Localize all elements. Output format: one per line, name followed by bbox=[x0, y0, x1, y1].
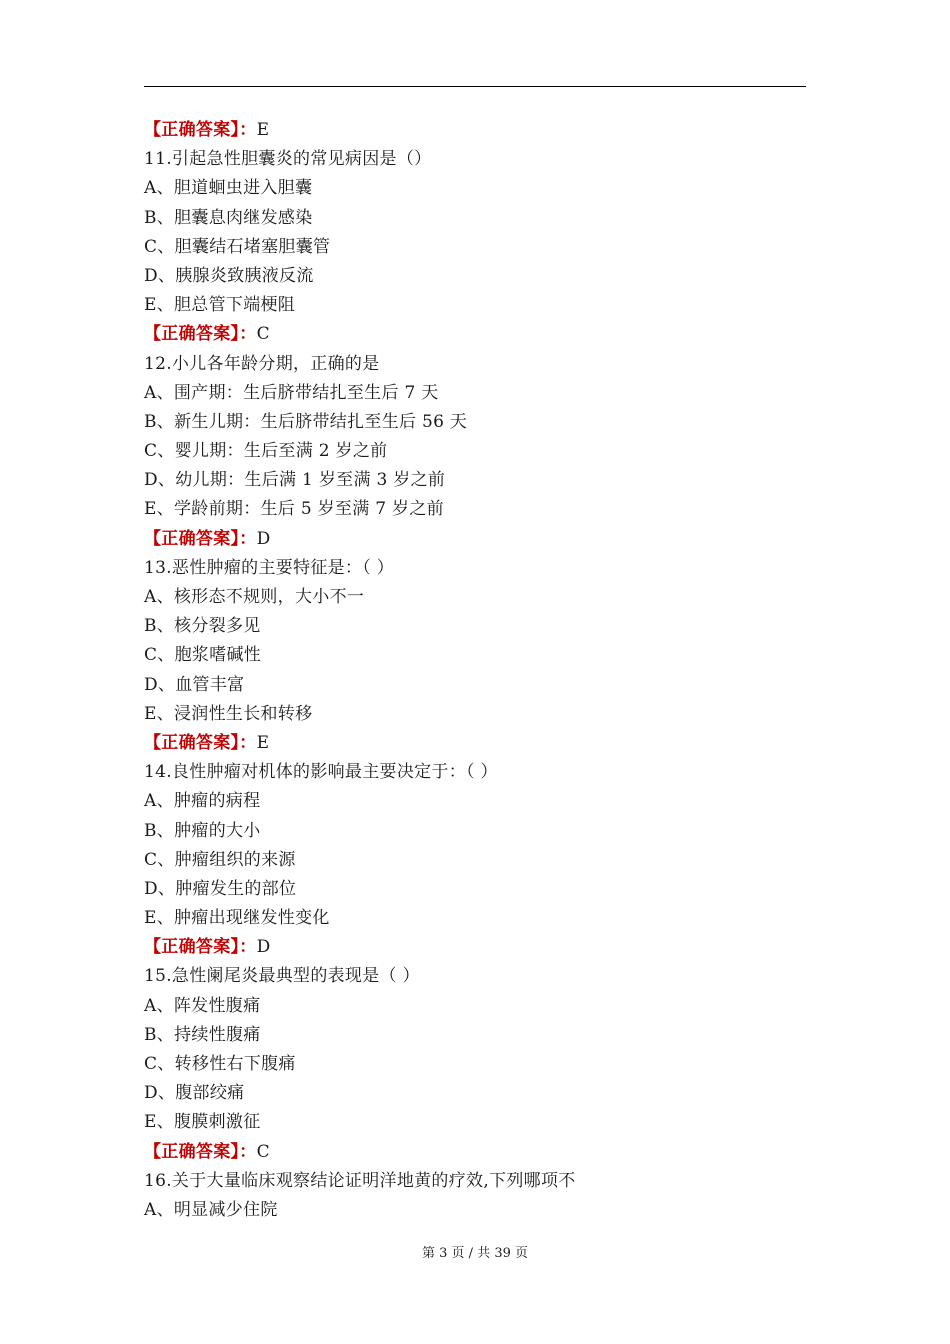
header-rule bbox=[144, 86, 806, 87]
answer-value: E bbox=[256, 120, 270, 140]
answer-option: B、新生儿期：生后脐带结扎至生后 56 天 bbox=[144, 411, 468, 432]
answer-option: A、核形态不规则，大小不一 bbox=[144, 587, 365, 607]
answer-option: B、核分裂多见 bbox=[144, 616, 261, 637]
answer-value: D bbox=[256, 528, 271, 549]
answer-option: A、肿瘤的病程 bbox=[144, 791, 261, 812]
answer-option: E、浸润性生长和转移 bbox=[144, 703, 313, 724]
answer-label: 【正确答案】： bbox=[144, 120, 257, 140]
answer-option: D、腹部绞痛 bbox=[144, 1083, 245, 1104]
answer-option: B、持续性腹痛 bbox=[144, 1024, 261, 1045]
page-footer: 第 3 页 / 共 39 页 bbox=[422, 1246, 528, 1261]
answer-value: C bbox=[256, 324, 270, 345]
answer-label: 【正确答案】： bbox=[144, 732, 257, 753]
answer-option: B、胆囊息肉继发感染 bbox=[144, 207, 313, 228]
answer-option: A、胆道蛔虫进入胆囊 bbox=[144, 178, 313, 199]
answer-option: D、幼儿期：生后满 1 岁至满 3 岁之前 bbox=[144, 470, 446, 491]
answer-option: E、腹膜刺激征 bbox=[144, 1112, 261, 1133]
answer-value: C bbox=[256, 1141, 270, 1162]
question-stem: 12.小儿各年龄分期，正确的是 bbox=[144, 353, 380, 374]
answer-option: A、阵发性腹痛 bbox=[144, 995, 261, 1016]
question-stem: 15.急性阑尾炎最典型的表现是（ ） bbox=[144, 966, 420, 987]
answer-option: B、肿瘤的大小 bbox=[144, 820, 261, 841]
answer-option: C、胞浆嗜碱性 bbox=[144, 645, 262, 666]
answer-option: E、肿瘤出现继发性变化 bbox=[144, 908, 330, 929]
question-stem: 16.关于大量临床观察结论证明洋地黄的疗效,下列哪项不 bbox=[144, 1170, 576, 1191]
answer-label: 【正确答案】： bbox=[144, 1141, 257, 1162]
answer-value: D bbox=[256, 937, 271, 958]
answer-option: C、婴儿期：生后至满 2 岁之前 bbox=[144, 441, 388, 462]
answer-option: D、胰腺炎致胰液反流 bbox=[144, 265, 314, 286]
question-stem: 13.恶性肿瘤的主要特征是：（ ） bbox=[144, 557, 395, 578]
answer-option: C、胆囊结石堵塞胆囊管 bbox=[144, 236, 331, 257]
answer-line bbox=[144, 116, 824, 145]
answer-label: 【正确答案】： bbox=[144, 324, 257, 345]
question-stem: 11.引起急性胆囊炎的常见病因是（） bbox=[144, 149, 432, 170]
answer-line bbox=[144, 525, 824, 554]
answer-option: E、胆总管下端梗阻 bbox=[144, 295, 296, 316]
answer-line bbox=[144, 933, 824, 962]
answer-option: C、肿瘤组织的来源 bbox=[144, 849, 296, 870]
answer-option: E、学龄前期：生后 5 岁至满 7 岁之前 bbox=[144, 499, 444, 520]
answer-value: E bbox=[256, 732, 270, 753]
answer-label: 【正确答案】： bbox=[144, 528, 257, 549]
question-list bbox=[144, 116, 824, 1225]
answer-option: A、围产期：生后脐带结扎至生后 7 天 bbox=[144, 382, 439, 403]
question-stem: 14.良性肿瘤对机体的影响最主要决定于：（ ） bbox=[144, 762, 498, 783]
answer-line bbox=[144, 1138, 824, 1167]
answer-line bbox=[144, 320, 824, 349]
answer-option: C、转移性右下腹痛 bbox=[144, 1054, 296, 1074]
answer-option: A、明显减少住院 bbox=[144, 1199, 278, 1220]
answer-line bbox=[144, 729, 824, 758]
answer-option: D、血管丰富 bbox=[144, 674, 245, 695]
answer-label: 【正确答案】： bbox=[144, 937, 257, 958]
answer-option: D、肿瘤发生的部位 bbox=[144, 878, 297, 899]
